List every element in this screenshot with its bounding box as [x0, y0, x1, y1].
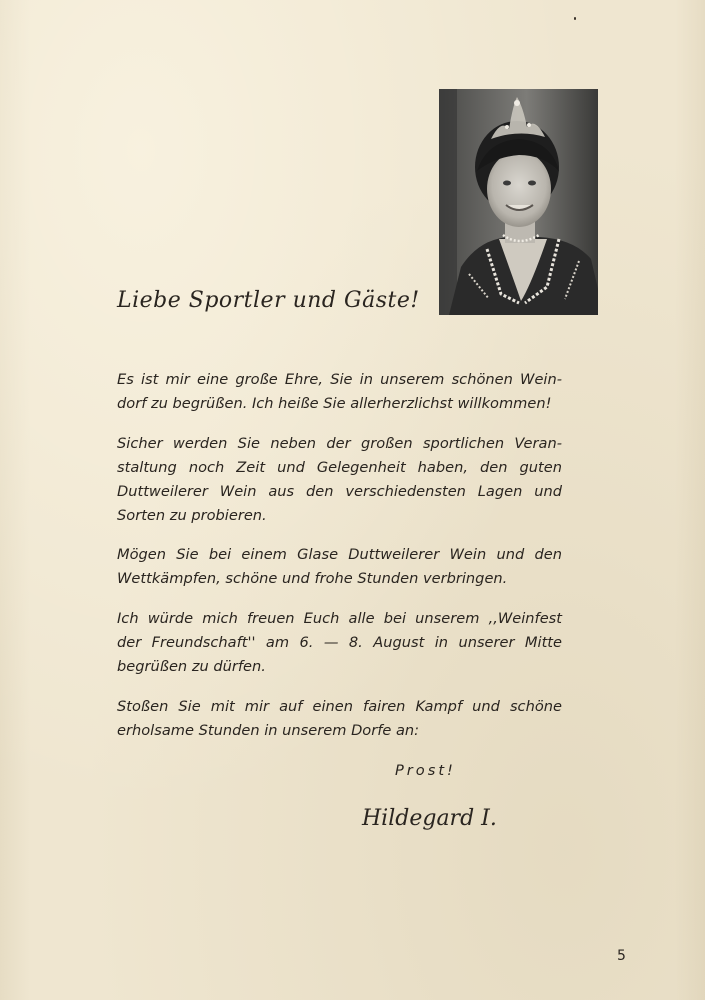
- text-line: Stoßen Sie mit mir auf einen fairen Kampf und schöne: [117, 698, 562, 715]
- salutation: Liebe Sportler und Gäste!: [117, 288, 420, 313]
- text-line: Sicher werden Sie neben der großen sportlichen Veran-: [117, 435, 562, 452]
- paragraph-weinfest: [117, 607, 562, 679]
- text-line: Duttweilerer Wein aus den verschiedensten Lagen und: [117, 483, 562, 500]
- paragraph-toast: [117, 695, 562, 743]
- text-line: der Freundschaft'' am 6. — 8. August in unserer Mitte: [117, 634, 562, 651]
- text-line: begrüßen zu dürfen.: [117, 658, 266, 675]
- paragraph-wine: [117, 432, 562, 528]
- text-line: Ich würde mich freuen Euch alle bei unserem ,,Weinfest: [117, 610, 562, 627]
- closing-toast: Prost!: [395, 762, 456, 779]
- text-line: erholsame Stunden in unserem Dorfe an:: [117, 722, 420, 739]
- text-line: Wettkämpfen, schöne und frohe Stunden verbringen.: [117, 570, 508, 587]
- text-line: Sorten zu probieren.: [117, 507, 267, 524]
- text-line: dorf zu begrüßen. Ich heiße Sie allerherzlichst willkommen!: [117, 395, 552, 412]
- text-line: Es ist mir eine große Ehre, Sie in unserem schönen Wein-: [117, 371, 562, 388]
- portrait-photo: [439, 89, 598, 315]
- paper-speck: [574, 17, 576, 20]
- page-number: 5: [617, 948, 626, 964]
- paragraph-competition: [117, 543, 562, 591]
- text-line: Mögen Sie bei einem Glase Duttweilerer Wein und den: [117, 546, 562, 563]
- paragraph-welcome: [117, 368, 562, 416]
- signature: Hildegard I.: [362, 806, 497, 831]
- text-line: staltung noch Zeit und Gelegenheit haben, den guten: [117, 459, 562, 476]
